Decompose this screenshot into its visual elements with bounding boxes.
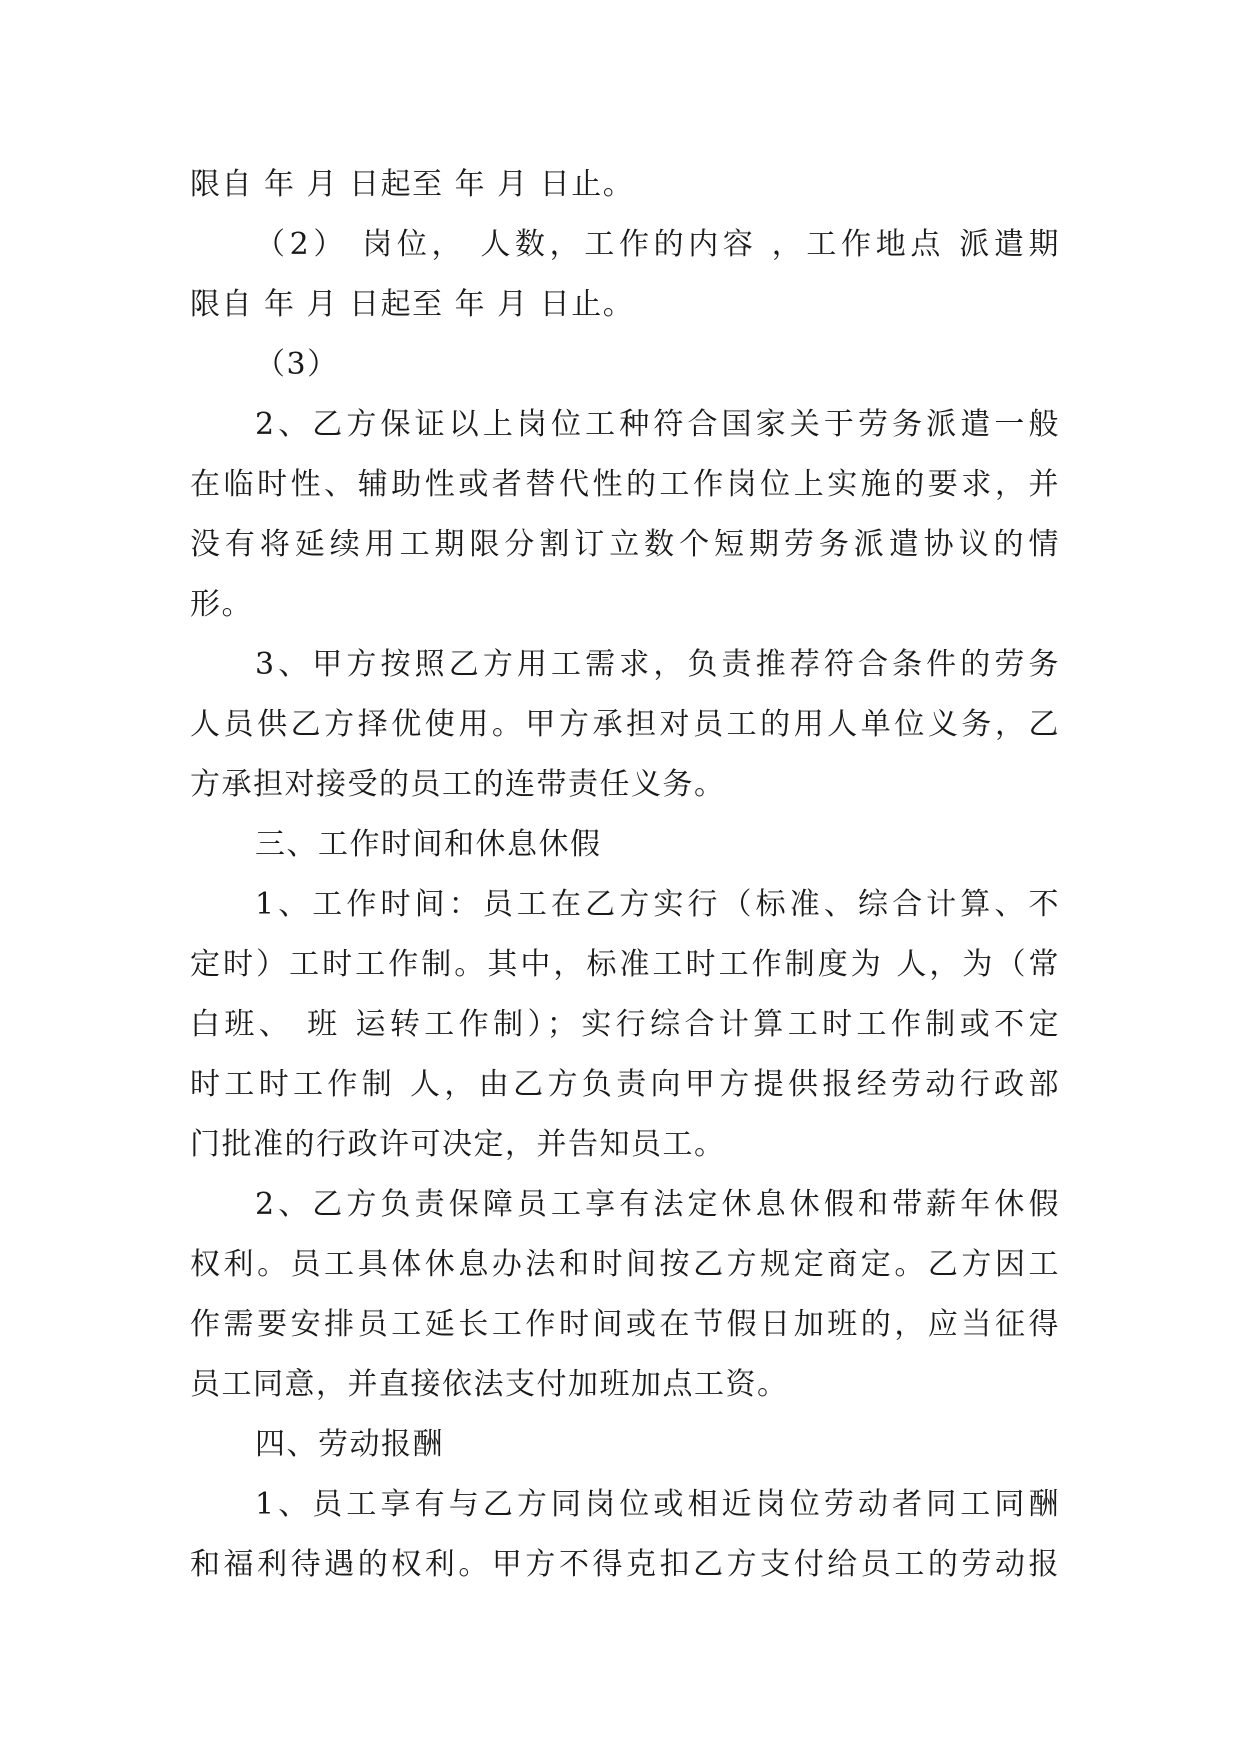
text-line: 时工时工作制 人，由乙方负责向甲方提供报经劳动行政部 [190, 1067, 1060, 1102]
text-line: 人员供乙方择优使用。甲方承担对员工的用人单位义务，乙 [190, 707, 1060, 742]
text-line: 2、乙方保证以上岗位工种符合国家关于劳务派遣一般 [255, 407, 1060, 442]
text-line: 形。 [190, 587, 253, 622]
text-line: 3、甲方按照乙方用工需求，负责推荐符合条件的劳务 [255, 647, 1060, 682]
text-line: 2、乙方负责保障员工享有法定休息休假和带薪年休假 [255, 1187, 1060, 1222]
text-line: （2） 岗位， 人数，工作的内容 ，工作地点 派遣期 [255, 227, 1060, 262]
text-line: 方承担对接受的员工的连带责任义务。 [190, 767, 726, 802]
text-line: （3） [255, 347, 339, 382]
text-line: 1、工作时间：员工在乙方实行（标准、综合计算、不 [255, 887, 1060, 922]
text-line: 权利。员工具体休息办法和时间按乙方规定商定。乙方因工 [190, 1247, 1060, 1282]
text-line: 限自 年 月 日起至 年 月 日止。 [190, 167, 635, 202]
text-line: 门批准的行政许可决定，并告知员工。 [190, 1127, 726, 1162]
text-line: 限自 年 月 日起至 年 月 日止。 [190, 287, 635, 322]
section-heading: 四、劳动报酬 [255, 1427, 444, 1462]
text-line: 没有将延续用工期限分割订立数个短期劳务派遣协议的情 [190, 527, 1060, 562]
section-heading: 三、工作时间和休息休假 [255, 827, 602, 862]
text-line: 在临时性、辅助性或者替代性的工作岗位上实施的要求，并 [190, 467, 1060, 502]
text-line: 定时）工时工作制。其中，标准工时工作制度为 人，为（常 [190, 947, 1060, 982]
text-line: 和福利待遇的权利。甲方不得克扣乙方支付给员工的劳动报 [190, 1547, 1060, 1582]
text-line: 作需要安排员工延长工作时间或在节假日加班的，应当征得 [190, 1307, 1060, 1342]
text-line: 员工同意，并直接依法支付加班加点工资。 [190, 1367, 789, 1402]
text-line: 白班、 班 运转工作制）；实行综合计算工时工作制或不定 [190, 1007, 1060, 1042]
text-line: 1、员工享有与乙方同岗位或相近岗位劳动者同工同酬 [255, 1487, 1060, 1522]
